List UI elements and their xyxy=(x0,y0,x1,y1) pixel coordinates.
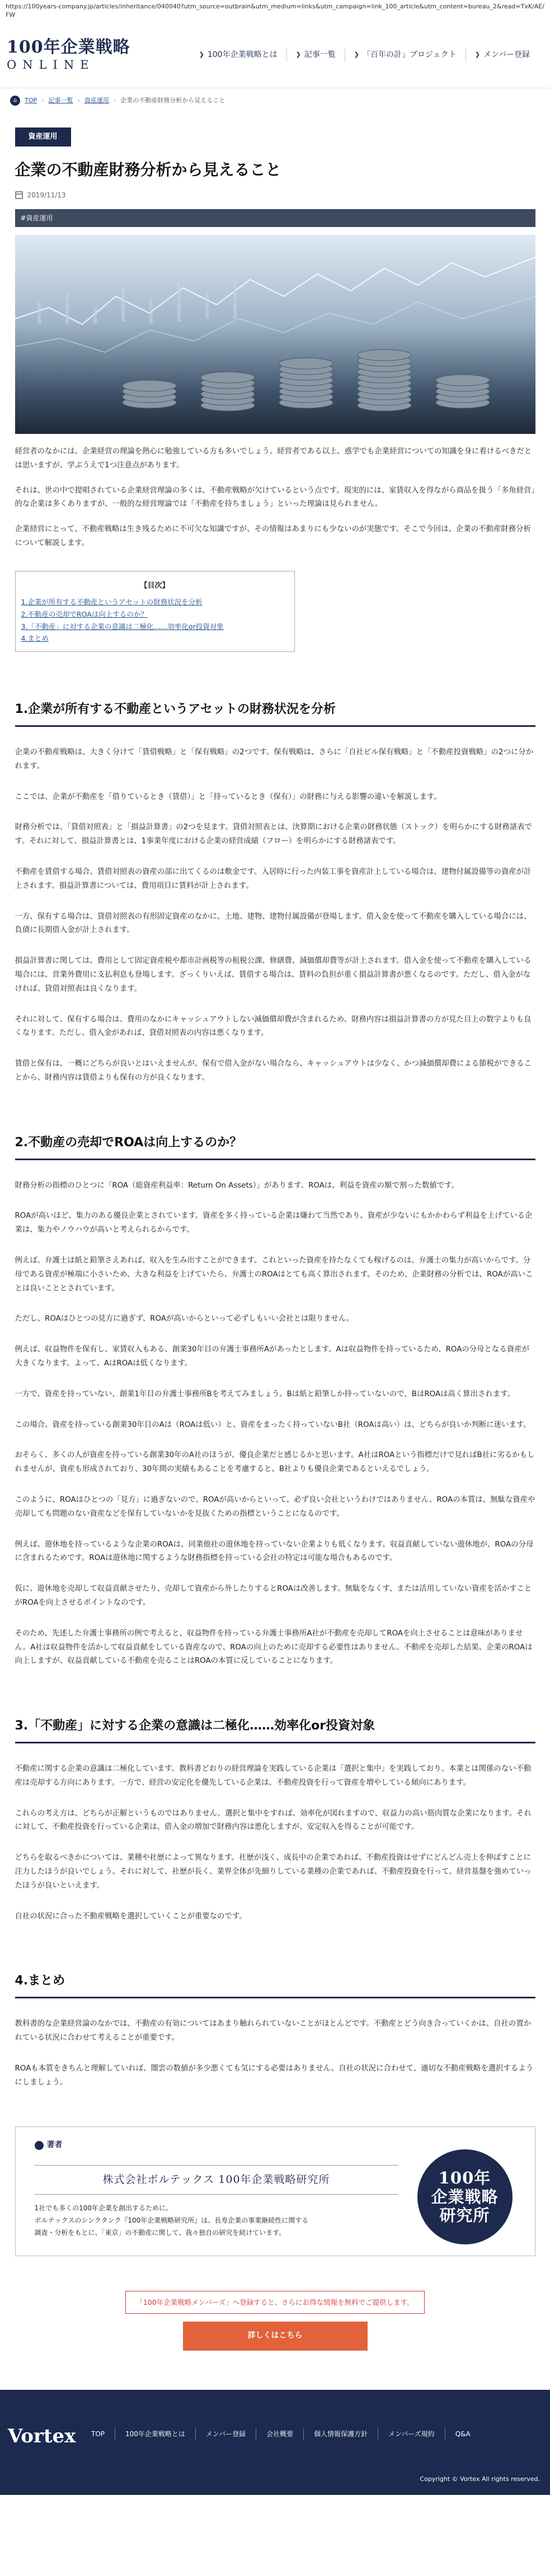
calendar-icon xyxy=(15,191,23,199)
section-body xyxy=(15,746,535,1085)
hero-image xyxy=(15,235,535,434)
site-footer xyxy=(0,2390,550,2495)
breadcrumb-current: 企業の不動産財務分析から見えること xyxy=(120,97,225,104)
table-of-contents xyxy=(15,571,295,653)
intro-paragraph: それは、世の中で提唱されている企業経営理論の多くは、不動産戦略が欠けているという点です。現実的には、家賃収入を得ながら商品を扱う「多角経営」的な企業は多くありますが、一般的な経営理論では「不動産を持ちましょう」といった理論は見られません。 xyxy=(15,486,535,509)
footer-link-register[interactable]: メンバー登録 xyxy=(195,2428,256,2440)
section-heading: 1.企業が所有する不動産というアセットの財務状況を分析 xyxy=(15,701,535,727)
toc-link[interactable]: 1.企業が所有する不動産というアセットの財務状況を分析 xyxy=(21,597,203,606)
tag-link[interactable]: #資産運用 xyxy=(20,214,53,222)
logo-text-bottom: ONLINE xyxy=(7,58,95,72)
section-body xyxy=(15,1179,535,1669)
nav-about[interactable]: ❯ 100年企業戦略とは xyxy=(190,48,286,63)
section-paragraph: このように、ROAはひとつの「見方」に過ぎないので、ROAが高いからといって、必ず良い会社というわけではありません。ROAの本質は、無駄な資産や売却しても問題のない資産などを保有していないかを見抜くための指標ということになるのです。 xyxy=(15,1495,535,1518)
section-paragraph: それに対して、保有する場合は、費用のなかにキャッシュアウトしない減価償却費が含まれるため、財務内容は損益計算書の方が見た目上の数字よりも良くなります。ただし、借入金があれば、貸借対照表の内容は悪くなります。 xyxy=(15,1015,532,1038)
date-text: 2019/11/13 xyxy=(27,191,66,199)
section-paragraph: 自社の状況に合った不動産戦略を選択していくことが重要なのです。 xyxy=(15,1912,247,1921)
cta-message: 「100年企業戦略メンバーズ」へ登録すると、さらにお得な情報を無料でご提供します。 xyxy=(125,2291,424,2314)
section-paragraph: 一方、保有する場合は、貸借対照表の有形固定資産のなかに、土地、建物、建物付属設備が登場します。借入金を使って不動産を購入している場合には、負債に長期借入金が計上されます。 xyxy=(15,912,532,935)
institute-logo-line: 企業戦略 xyxy=(431,2187,499,2206)
section-4 xyxy=(15,1973,535,2090)
nav-articles[interactable]: ❯ 記事一覧 xyxy=(286,48,345,63)
section-paragraph: 賃借と保有は、一概にどちらが良いとはいえませんが、保有で借入金がない場合なら、キャッシュアウトは少なく、かつ減価償却費による節税ができることから、財務内容は賃借よりも保有の方が良くなります。 xyxy=(15,1060,532,1083)
section-paragraph: これらの考え方は、どちらが正解というものではありません。選択と集中をすれば、効率化が図れますので、収益力の高い筋肉質な企業になります。それに対して、不動産投資を行っている企業は、借入金の増加で財務内容は悪化しますが、安定収入を得ることが可能です。 xyxy=(15,1809,532,1832)
author-desc-line: 1社でも多くの100年企業を創出するために。 xyxy=(34,2204,173,2213)
chevron-right-icon: ❯ xyxy=(199,51,204,59)
section-heading: 2.不動産の売却でROAは向上するのか？ xyxy=(15,1135,535,1160)
chevron-right-icon: ❯ xyxy=(354,51,360,59)
article-title: 企業の不動産財務分析から見えること xyxy=(15,160,281,179)
footer-link-top[interactable]: TOP xyxy=(91,2430,105,2438)
section-paragraph: ROAが高いほど、集力のある優良企業とされています。資産を多く持っている企業は嫌わて当然であり、資産が少ないにもかかわらず利益を上げている企業は、集力やノウハウが高いと考えられるからです。 xyxy=(15,1212,533,1235)
breadcrumb xyxy=(0,88,550,113)
logo-text-top: 100年企業戦略 xyxy=(7,37,130,57)
section-1 xyxy=(15,701,535,1085)
toc-link[interactable]: 4.まとめ xyxy=(21,634,49,643)
section-heading: 4.まとめ xyxy=(15,1973,535,1998)
section-paragraph: 一方で、資産を持っていない、創業1年目の弁護士事務所Bを考えてみましょう。Bは紙と鉛筆しか持っていないので、BはROAは高く算出されます。 xyxy=(15,1389,515,1398)
institute-logo xyxy=(417,2149,513,2244)
section-paragraph: 例えば、弁護士は紙と鉛筆さえあれば、収入を生み出すことができます。これといった資産を持たなくても稼げるのは、弁護士の集力が高いからです。分母である資産が極端に小さいため、大きな利益を上げていたら、弁護士のROAはとても高く算出されます。そのため、企業財務の分析では、ROAが高いことは良いこととされています。 xyxy=(15,1256,533,1293)
article-intro xyxy=(15,445,535,551)
section-paragraph: ここでは、企業が不動産を「借りているとき（賃借）」と「持っているとき（保有）」の財務に与える影響の違いを解説します。 xyxy=(15,792,441,801)
nav-project[interactable]: ❯ 「百年の計」プロジェクト xyxy=(345,48,466,63)
article xyxy=(15,113,535,2390)
publish-date xyxy=(15,189,535,201)
author-name: 株式会社ボルテックス 100年企業戦略研究所 xyxy=(35,2165,398,2195)
browser-url[interactable]: https://100years-company.jp/articles/inheritance/040040?utm_source=outbrain&utm_medium=links&utm_campaign=link_100_article&utm_content=bureau_2&read=TxK/AE/FW xyxy=(6,3,544,18)
footer-link-privacy[interactable]: 個人情報保護方針 xyxy=(303,2428,378,2440)
toc-link[interactable]: 2.不動産の売却でROAは向上するのか？ xyxy=(21,609,148,618)
copyright: Copyright © Vortex All rights reserved. xyxy=(420,2475,540,2483)
person-icon xyxy=(35,2141,44,2150)
breadcrumb-separator: › xyxy=(113,97,116,104)
footer-link-about[interactable]: 100年企業戦略とは xyxy=(115,2428,195,2440)
section-3 xyxy=(15,1718,535,1923)
institute-logo-line: 100年 xyxy=(438,2168,491,2188)
chevron-right-icon: ❯ xyxy=(295,51,301,59)
section-paragraph: 損益計算書に関しては、費用として固定資産税や都市計画税等の租税公課、修繕費、減価償却費等が計上されます。借入金を使って不動産を購入している場合には、営業外費用に支払利息も登場します。ざっくりいえば、賃借する場合は、賃料の負担が重く損益計算書が悪くなるのです。ただし、借入金がなければ、貸借対照表は良くなります。 xyxy=(15,957,532,993)
section-paragraph: おそらく、多くの人が資産を持っている創業30年のA社のほうが、優良企業だと感じるかと思います。A社はROAという指標だけで見ればB社に劣るかもしれませんが、資産も形成されており、30年間の実績もあることを考慮すると、B社よりも優良企業であるといえるでしょう。 xyxy=(15,1451,535,1474)
home-icon[interactable]: ⌂ xyxy=(10,96,20,106)
footer-nav xyxy=(81,2428,481,2440)
section-paragraph: この場合、資産を持っている創業30年目のAは（ROAは低い）と、資産をまったく持っていないB社（ROAは高い）は、どちらが良いか判断に迷います。 xyxy=(15,1420,531,1429)
intro-paragraph: 企業経営にとって、不動産戦略は生き残るために不可欠な知識ですが、その情報はあまりにも少ないのが実態です。そこで今回は、企業の不動産財務分析について解説します。 xyxy=(15,525,531,547)
footer-link-company[interactable]: 会社概要 xyxy=(256,2428,303,2440)
section-body xyxy=(15,1762,535,1923)
breadcrumb-category[interactable]: 資産運用 xyxy=(84,97,109,104)
section-paragraph: 不動産を賃借する場合、賃借対照表の資産の部に出てくるのは敷金です。入居時に行った内装工事を資産計上している場合は、建物付属設備等の資産が計上されます。損益計算書については、費用項目に賃料が計上されます。 xyxy=(15,868,532,890)
breadcrumb-separator: › xyxy=(77,97,80,104)
details-button[interactable]: 詳しくはこちら xyxy=(183,2322,368,2351)
section-paragraph: 財務分析では、「貸借対照表」と「損益計算書」の2つを見ます。貸借対照表とは、決算期における企業の財務状態（ストック）を明らかにする財務諸表です。それに対して、損益計算書とは、1事業年度における企業の経営成績（フロー）を明らかにする財務諸表です。 xyxy=(15,823,532,846)
section-heading: 3.「不動産」に対する企業の意識は二極化……効率化or投資対象 xyxy=(15,1718,535,1743)
section-paragraph: 例えば、収益物件を保有し、家賃収入もある、創業30年目の弁護士事務所Aがあったとします。Aは収益物件を持っているため、ROAの分母となる資産が大きくなります。よって、AはROAは低くなります。 xyxy=(15,1345,529,1368)
global-nav xyxy=(190,48,539,63)
site-logo[interactable] xyxy=(7,39,130,71)
author-desc-line: 調査・分析をもとに、「東京」の不動産に関して、我々独自の研究を続けています。 xyxy=(34,2228,286,2237)
section-paragraph: 不動産に関する企業の意識は二極化しています。教科書どおりの経営理論を実践している企業は「選択と集中」を実践しており、本業とは関係のない不動産は売却する方向にあります。一方で、経営の安定化を優先している企業は、不動産投資を行って資産を増やしている傾向にあります。 xyxy=(15,1764,532,1787)
hero-illustration xyxy=(15,235,535,434)
section-body xyxy=(15,2017,535,2090)
author-box xyxy=(15,2126,535,2256)
breadcrumb-articles[interactable]: 記事一覧 xyxy=(48,97,73,104)
tag-bar xyxy=(15,209,535,227)
member-cta xyxy=(15,2256,535,2390)
breadcrumb-home[interactable]: TOP xyxy=(25,97,37,104)
author-heading: 著者 xyxy=(35,2138,516,2153)
section-paragraph: 財務分析の指標のひとつに「ROA（総資産利益率：Return On Assets）」があります。ROAは、利益を資産の額で割った数値です。 xyxy=(15,1181,459,1190)
category-badge[interactable]: 資産運用 xyxy=(15,127,71,146)
section-paragraph: どちらを取るべきかについては、業種や社歴によって異なります。社歴が浅く、成長中の企業であれば、不動産投資はせずにどんどん売上を伸ばすことに注力したほうが良いでしょう。それに対して、社歴が長く、業界全体が先細りしている業種の企業であれば、不動産投資を行って、経営基盤を強めていったほうが良いといえます。 xyxy=(15,1854,532,1890)
section-paragraph: そのため、先述した弁護士事務所の例で考えると、収益物件を持っている弁護士事務所A社が不動産を売却してROAを向上させることは意味がありません。A社は収益物件を活かして収益貢献をしている資産なので、ROAの向上のために売却する必要性はありません。不動産を売却した結果、企業のROAは向上しますが、収益貢献している不動産を売ることはROAの本質に反していることになります。 xyxy=(15,1629,533,1666)
toc-title: 【目次】 xyxy=(140,581,170,590)
institute-logo-line: 研究所 xyxy=(439,2205,490,2225)
footer-link-terms[interactable]: メンバーズ規約 xyxy=(378,2428,445,2440)
intro-paragraph: 経営者のなかには、企業経営の理論を熱心に勉強している方も多いでしょう。経営者である以上、惑学でも企業経営についての知識を身に着けるべきだとは思いますが、学ぶうえで1つ注意点があります。 xyxy=(15,447,532,470)
nav-member-register[interactable]: ❯ メンバー登録 xyxy=(466,48,539,63)
footer-logo[interactable]: Vortex xyxy=(8,2425,76,2448)
section-2 xyxy=(15,1135,535,1669)
author-description xyxy=(35,2202,398,2239)
site-header xyxy=(0,22,550,88)
section-paragraph: 企業の不動産戦略は、大きく分けて「賃借戦略」と「保有戦略」の2つです。保有戦略は、さらに「自社ビル保有戦略」と「不動産投資戦略」の2つに分かれます。 xyxy=(15,748,534,771)
toc-link[interactable]: 3.「不動産」に対する企業の意識は二極化……効率化or投資対象 xyxy=(21,622,224,631)
author-desc-line: ボルテックスのシンクタンク『100年企業戦略研究所』は、長寿企業の事業継続性に関する xyxy=(34,2216,309,2224)
chevron-right-icon: ❯ xyxy=(474,51,480,59)
section-paragraph: ROAも本質をきちんと理解していれば、闇雲の数値が多少悪くても気にする必要はありません。自社の状況に合わせて、適切な不動産戦略を選択するようにしましょう。 xyxy=(15,2064,533,2087)
section-paragraph: 仮に、遊休地を売却して収益貢献させたり、売却して資産から外したりするとROAは改善します。無駄をなくす、または活用していない資産を活かすことがROAを向上させるポイントなのです。 xyxy=(15,1585,532,1607)
section-paragraph: ただし、ROAはひとつの見方に過ぎず、ROAが高いからといって必ずしもいい会社とは限りません。 xyxy=(15,1315,354,1324)
section-paragraph: 教科書的な企業経営論のなかでは、不動産の有効についてはあまり触れられていないことがほとんどです。不動産とどう向き合っていくかは、自社の置かれている状況に合わせて考えることが重要です。 xyxy=(15,2020,532,2042)
section-paragraph: 例えば、遊休地を持っているような企業のROAは、同業他社の遊休地を持っていない企業よりも低くなります。収益貢献していない遊休地が、ROAの分母に含まれるためです。ROAは遊休地に関するような財務指標を持っている会社の特定は可能な場合もあるのです。 xyxy=(15,1540,534,1563)
breadcrumb-separator: › xyxy=(41,97,44,104)
footer-link-faq[interactable]: Q&A xyxy=(445,2428,481,2440)
